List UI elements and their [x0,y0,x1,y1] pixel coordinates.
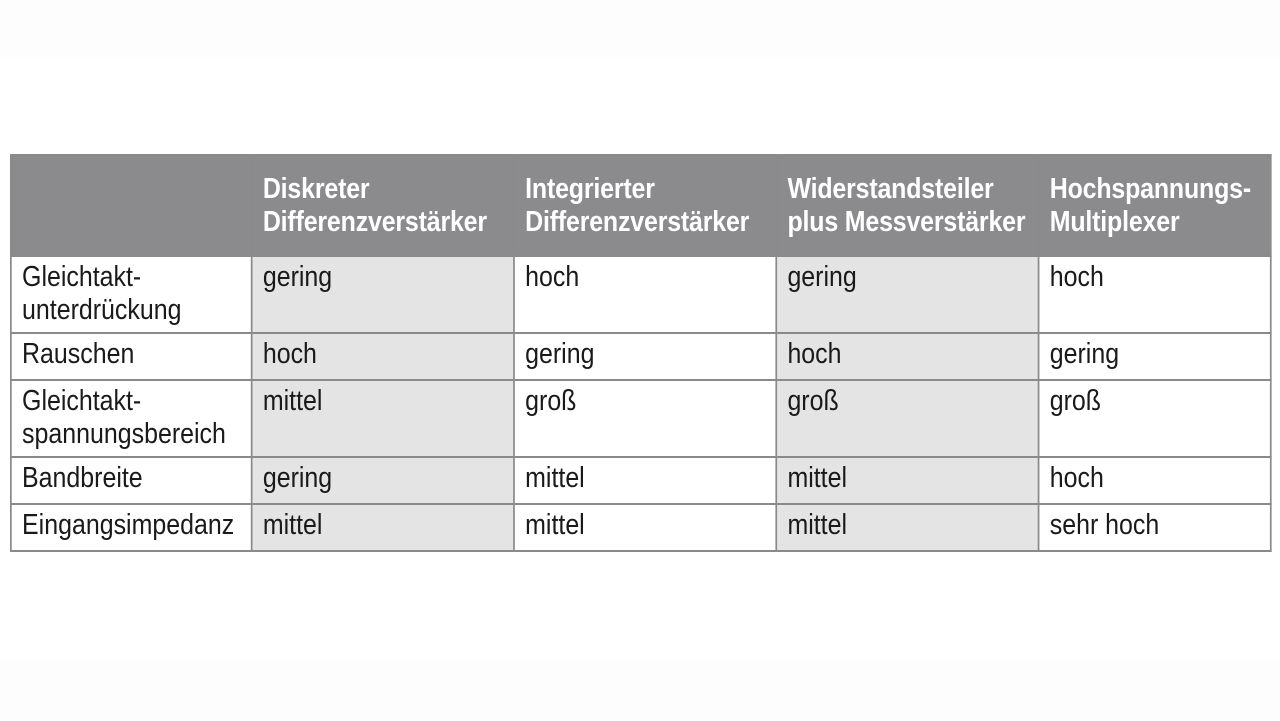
table-cell: mittel [252,380,514,457]
table-cell: sehr hoch [1039,504,1271,551]
header-line: Diskreter [262,173,370,205]
table-cell: hoch [252,333,514,380]
table-cell: hoch [514,256,776,333]
row-label [11,380,252,457]
row-label: Bandbreite [11,457,252,504]
table-cell: mittel [252,504,514,551]
table-cell: mittel [514,457,776,504]
table-row-rauschen [11,333,1271,380]
table-cell: gering [776,256,1038,333]
table-cell: groß [776,380,1038,457]
table-row-gleichtaktunterdrueckung [11,256,1271,333]
table-cell: mittel [776,457,1038,504]
header-row [11,155,1271,256]
table-cell: gering [514,333,776,380]
header-widerstandsteiler-messverstaerker [776,155,1038,256]
table-cell: gering [252,256,514,333]
comparison-table [10,154,1272,552]
table-cell: groß [514,380,776,457]
header-hochspannungs-multiplexer [1039,155,1271,256]
header-line: Integrierter [525,173,655,205]
header-diskreter-differenzverstaerker [252,155,514,256]
table-body [11,256,1271,551]
header-line: Widerstandsteiler [787,173,994,205]
table-row-gleichtaktspannungsbereich [11,380,1271,457]
header-line: plus Messverstärker [787,206,1026,238]
header-line: Differenzverstärker [525,206,750,238]
row-label-line: Gleichtakt- [22,385,142,417]
table-cell: groß [1039,380,1271,457]
table-cell: hoch [776,333,1038,380]
table-cell: gering [252,457,514,504]
row-label-line: unterdrückung [22,294,182,326]
row-label-line: Gleichtakt- [22,261,142,293]
table-cell: mittel [776,504,1038,551]
table-cell: mittel [514,504,776,551]
header-integrierter-differenzverstaerker [514,155,776,256]
header-line: Differenzverstärker [262,206,487,238]
row-label-line: spannungsbereich [22,418,226,450]
top-margin [0,0,1280,58]
header-line: Hochspannungs- [1049,173,1252,205]
table-cell: hoch [1039,457,1271,504]
row-label: Rauschen [11,333,252,380]
table-cell: hoch [1039,256,1271,333]
table-header [11,155,1271,256]
header-line: Multiplexer [1049,206,1180,238]
table-row-eingangsimpedanz [11,504,1271,551]
row-label: Eingangsimpedanz [11,504,252,551]
bottom-margin [0,660,1280,721]
table-row-bandbreite [11,457,1271,504]
table-cell: gering [1039,333,1271,380]
row-label [11,256,252,333]
header-corner-cell [11,155,252,256]
